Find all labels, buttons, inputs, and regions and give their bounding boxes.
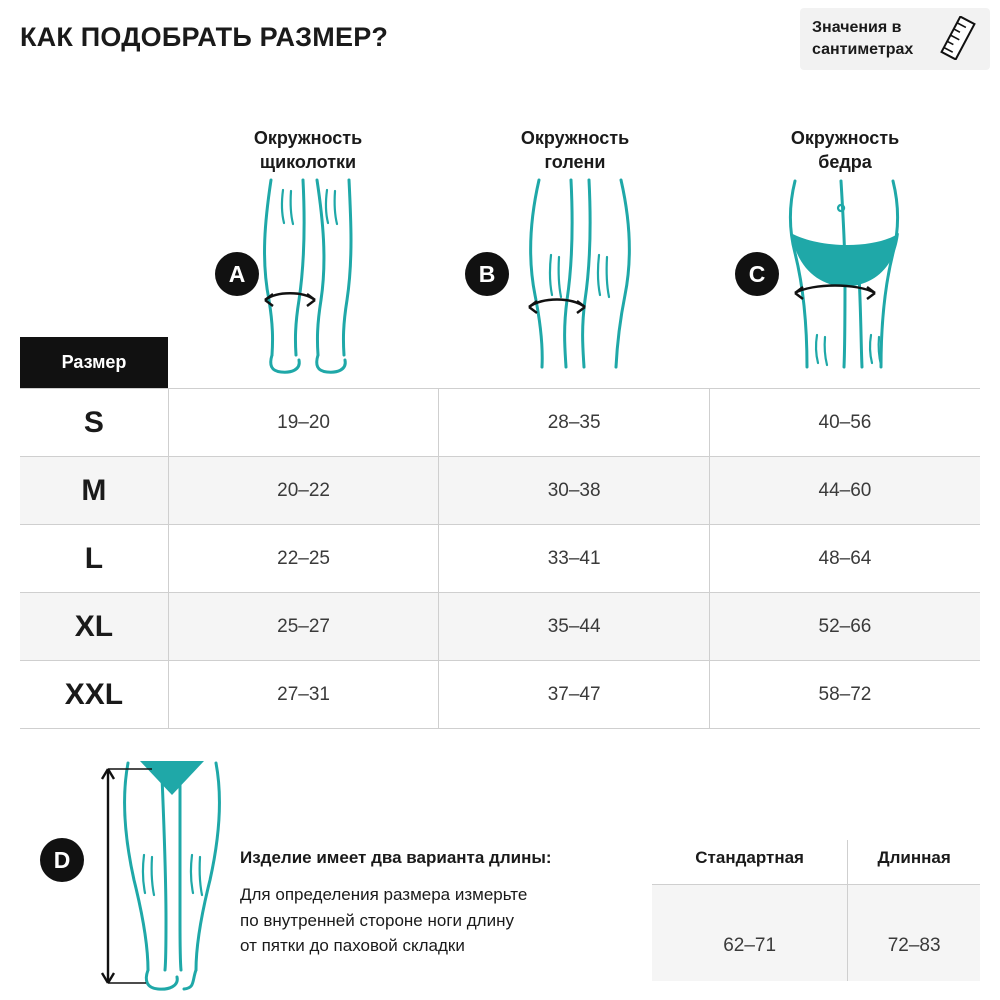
table-row (20, 593, 980, 661)
cell-thigh: 48–64 (709, 525, 980, 593)
cell-thigh: 40–56 (709, 389, 980, 457)
legs-thigh-illustration (765, 175, 940, 385)
cell-thigh: 58–72 (709, 661, 980, 729)
column-header-thigh-line1: Окружность (790, 128, 900, 148)
column-header-calf (460, 126, 690, 175)
cell-thigh: 52–66 (709, 593, 980, 661)
length-note (240, 848, 640, 959)
cell-calf: 37–47 (439, 661, 710, 729)
length-col-standard-header: Стандартная (652, 840, 848, 885)
length-table-header-row (652, 840, 980, 885)
length-table-row (652, 885, 980, 981)
column-header-calf-line2: голени (544, 152, 606, 173)
page-title: КАК ПОДОБРАТЬ РАЗМЕР? (20, 22, 389, 52)
table-row (20, 661, 980, 729)
cell-size: S (20, 389, 168, 457)
badge-d: D (40, 838, 84, 882)
cell-calf: 30–38 (439, 457, 710, 525)
cell-thigh: 44–60 (709, 457, 980, 525)
legs-calf-illustration (495, 175, 665, 385)
cell-size: L (20, 525, 168, 593)
badge-b: B (465, 252, 509, 296)
length-col-long-value: 72–83 (848, 885, 980, 981)
column-header-thigh (730, 126, 960, 175)
size-table (20, 388, 980, 729)
column-header-calf-line1: Окружность (520, 128, 630, 148)
legs-length-illustration (100, 755, 245, 1000)
table-row (20, 525, 980, 593)
badge-a: A (215, 252, 259, 296)
cell-ankle: 20–22 (168, 457, 439, 525)
length-col-long-header: Длинная (848, 840, 980, 885)
cell-ankle: 25–27 (168, 593, 439, 661)
cell-calf: 33–41 (439, 525, 710, 593)
length-table (652, 840, 980, 981)
length-note-line2: по внутренней стороне ноги длину (240, 910, 514, 930)
length-note-body (240, 882, 640, 959)
column-header-thigh-line2: бедра (818, 152, 872, 173)
units-badge (800, 8, 990, 70)
cell-size: XL (20, 593, 168, 661)
length-col-standard-value: 62–71 (652, 885, 848, 981)
column-header-ankle-line1: Окружность (253, 128, 363, 148)
cell-ankle: 19–20 (168, 389, 439, 457)
length-note-title: Изделие имеет два варианта длины: (240, 848, 552, 867)
column-header-ankle-line2: щиколотки (259, 152, 357, 173)
units-badge-line2: сантиметрах (812, 41, 914, 58)
table-row (20, 389, 980, 457)
table-row (20, 457, 980, 525)
cell-calf: 35–44 (439, 593, 710, 661)
length-note-line3: от пятки до паховой складки (240, 936, 465, 955)
badge-c: C (735, 252, 779, 296)
length-note-line1: Для определения размера измерьте (240, 885, 528, 904)
cell-size: XXL (20, 661, 168, 729)
cell-calf: 28–35 (439, 389, 710, 457)
ruler-icon (938, 16, 978, 65)
size-column-header: Размер (20, 337, 168, 388)
units-badge-text (812, 17, 937, 60)
units-badge-line1: Значения в (812, 19, 902, 37)
cell-ankle: 22–25 (168, 525, 439, 593)
cell-size: M (20, 457, 168, 525)
cell-ankle: 27–31 (168, 661, 439, 729)
column-header-ankle (193, 126, 423, 175)
